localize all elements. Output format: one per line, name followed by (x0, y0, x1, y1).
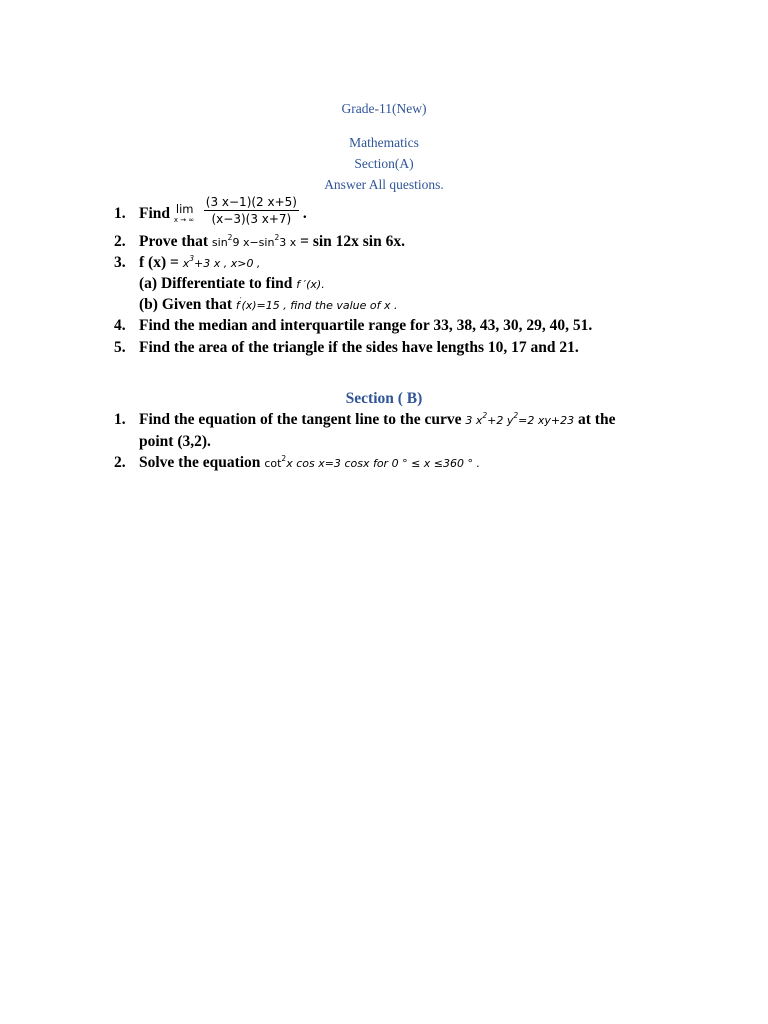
question-b2 (114, 454, 480, 472)
instruction-text: Answer All questions. (324, 177, 444, 192)
question-number: 4. (114, 317, 126, 334)
question-tail: at the (578, 411, 616, 428)
fraction-numerator: (3 x−1)(2 x+5) (205, 195, 297, 209)
question-text: Find (139, 205, 171, 223)
question-tail: . (302, 205, 307, 223)
math-expression: f′(x)=15 , find the value of x . (235, 296, 398, 312)
question-number: 5. (114, 339, 126, 356)
question-text: Prove that (139, 233, 209, 250)
question-text: Solve the equation (139, 454, 261, 471)
section-b-title: Section ( B) (345, 390, 423, 407)
question-text: (b) Given that (139, 296, 232, 313)
limit-subscript: x → ∞ (173, 216, 195, 225)
section-a-title: Section(A) (354, 156, 414, 171)
math-expression: $\sin^29$ $x-\sin^23$ x (211, 233, 297, 249)
question-tail: = sin 12x sin 6x. (300, 233, 405, 250)
grade-title: Grade-11(New) (341, 101, 427, 116)
question-text: f (x) = (139, 254, 179, 271)
question-text: point (3,2). (139, 433, 211, 450)
question-text: Find the median and interquartile range for 33, 38, 43, 30, 29, 40, 51. (139, 317, 593, 334)
fraction (204, 195, 299, 226)
question-a3-part-a (139, 275, 325, 293)
question-text: Find the equation of the tangent line to the curve (139, 411, 462, 428)
math-expression: f ′(x). (296, 278, 325, 291)
question-text: Find the area of the triangle if the sides have lengths 10, 17 and 21. (139, 339, 579, 356)
fraction-denominator: (x−3)(3 x+7) (211, 212, 292, 226)
math-expression: $\cot^2x$ cos x=3 cosx for 0 ° ≤ x ≤360 ° . (264, 454, 480, 470)
subject-title: Mathematics (349, 135, 419, 150)
question-a3-part-b (139, 296, 398, 314)
question-a2 (114, 233, 405, 251)
question-text: (a) Differentiate to find (139, 275, 293, 292)
question-number: 2. (114, 233, 126, 250)
question-a3 (114, 254, 260, 272)
limit-operator (173, 202, 200, 225)
math-expression: 3 $x^2+2$ $y^2=2$ xy+23 (465, 411, 575, 427)
question-a4 (114, 317, 592, 335)
question-b1-line2 (139, 433, 211, 451)
question-a1 (114, 195, 307, 230)
question-number: 2. (114, 454, 126, 471)
question-number: 3. (114, 254, 126, 271)
math-expression: $x^3+3$ x , x>0 , (182, 254, 261, 270)
limit-label: lim (175, 202, 194, 217)
question-number: 1. (114, 205, 126, 223)
question-a5 (114, 339, 579, 357)
question-number: 1. (114, 411, 126, 428)
question-b1 (114, 411, 615, 429)
